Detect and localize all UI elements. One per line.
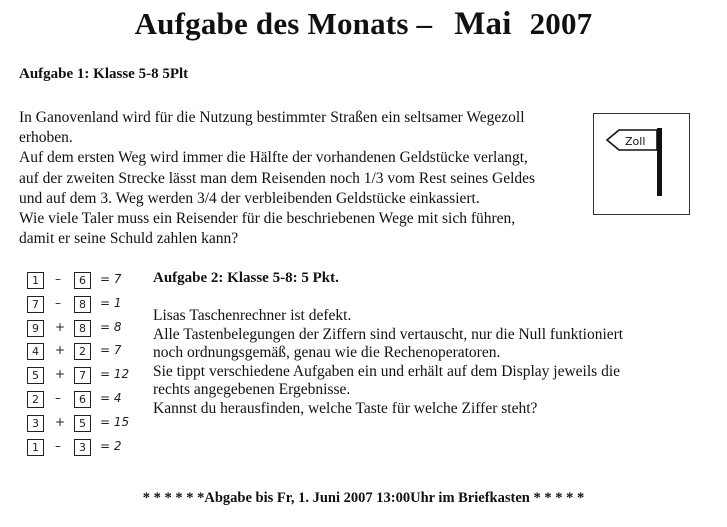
task2-text	[153, 307, 713, 418]
result: = 2	[100, 438, 122, 453]
calc-row	[27, 318, 147, 342]
calc-row	[27, 341, 147, 365]
result: = 12	[100, 367, 130, 382]
result: = 7	[100, 343, 122, 358]
task1-line: und auf dem 3. Weg werden 3/4 der verbleibenden Geldstücke einkassiert.	[19, 189, 480, 207]
result: = 4	[100, 390, 122, 405]
key-box: 1	[27, 439, 44, 456]
title-prefix: Aufgabe des Monats –	[134, 6, 433, 41]
calc-row	[27, 270, 147, 294]
page-title	[0, 6, 727, 43]
result: = 15	[100, 414, 130, 429]
road-sign-icon	[593, 113, 690, 215]
task1-line: damit er seine Schuld zahlen kann?	[19, 230, 239, 248]
key-box: 8	[74, 320, 91, 337]
title-month: Mai	[454, 6, 512, 42]
key-box: 3	[74, 439, 91, 456]
task2-line: Sie tippt verschiedene Aufgaben ein und erhält auf dem Display jeweils die	[153, 362, 621, 380]
task2-heading: Aufgabe 2: Klasse 5-8: 5 Pkt.	[153, 270, 339, 286]
task1-line: auf der zweiten Strecke lässt man dem Reisenden noch 1/3 vom Rest seines Geldes	[19, 169, 536, 187]
calc-row	[27, 413, 147, 437]
operator: +	[55, 367, 66, 382]
key-box: 5	[27, 367, 44, 384]
task1-text	[19, 108, 579, 249]
task2-line: Lisas Taschenrechner ist defekt.	[153, 307, 352, 324]
calc-row	[27, 437, 147, 461]
operator: +	[55, 414, 66, 429]
result: = 7	[100, 272, 122, 286]
key-box: 2	[74, 343, 91, 360]
key-box: 6	[74, 391, 91, 408]
task1-line: erhoben.	[19, 129, 73, 147]
toll-sign-graphic	[594, 114, 689, 214]
task2-line: noch ordnungsgemäß, genau wie die Rechenoperatoren.	[153, 344, 501, 361]
key-box: 5	[74, 415, 91, 432]
operator: +	[55, 343, 66, 358]
calculator-examples	[27, 270, 147, 460]
operator: –	[55, 390, 61, 405]
calc-row	[27, 389, 147, 413]
key-box: 7	[74, 367, 91, 384]
key-box: 3	[27, 415, 44, 432]
result: = 8	[100, 319, 122, 334]
calc-row	[27, 294, 147, 318]
operator: –	[55, 295, 61, 310]
key-box: 9	[27, 320, 44, 337]
task2-line: Kannst du herausfinden, welche Taste für welche Ziffer steht?	[153, 399, 538, 417]
operator: +	[55, 319, 66, 334]
key-box: 8	[74, 296, 91, 313]
deadline-footer: * * * * * *Abgabe bis Fr, 1. Juni 2007 13:00Uhr im Briefkasten * * * * *	[142, 490, 585, 506]
task1-line: Wie viele Taler muss ein Reisender für die beschriebenen Wege mit sich führen,	[19, 210, 516, 228]
calc-row	[27, 365, 147, 389]
key-box: 7	[27, 296, 44, 313]
result: = 1	[100, 295, 122, 310]
key-box: 2	[27, 391, 44, 408]
task2-line: Alle Tastenbelegungen der Ziffern sind vertauscht, nur die Null funktioniert	[153, 325, 624, 343]
key-box: 4	[27, 343, 44, 360]
sign-label: Zoll	[625, 135, 646, 148]
task2-line: rechts angegebenen Ergebnisse.	[153, 381, 351, 398]
key-box: 6	[74, 272, 91, 289]
title-year: 2007	[529, 6, 593, 41]
task1-line: Auf dem ersten Weg wird immer die Hälfte der vorhandenen Geldstücke verlangt,	[19, 149, 528, 167]
key-box: 1	[27, 272, 44, 289]
task1-heading: Aufgabe 1: Klasse 5-8 5Plt	[19, 66, 189, 82]
operator: –	[55, 438, 61, 453]
task1-line: In Ganovenland wird für die Nutzung bestimmter Straßen ein seltsamer Wegezoll	[19, 109, 525, 126]
operator: –	[55, 272, 61, 286]
